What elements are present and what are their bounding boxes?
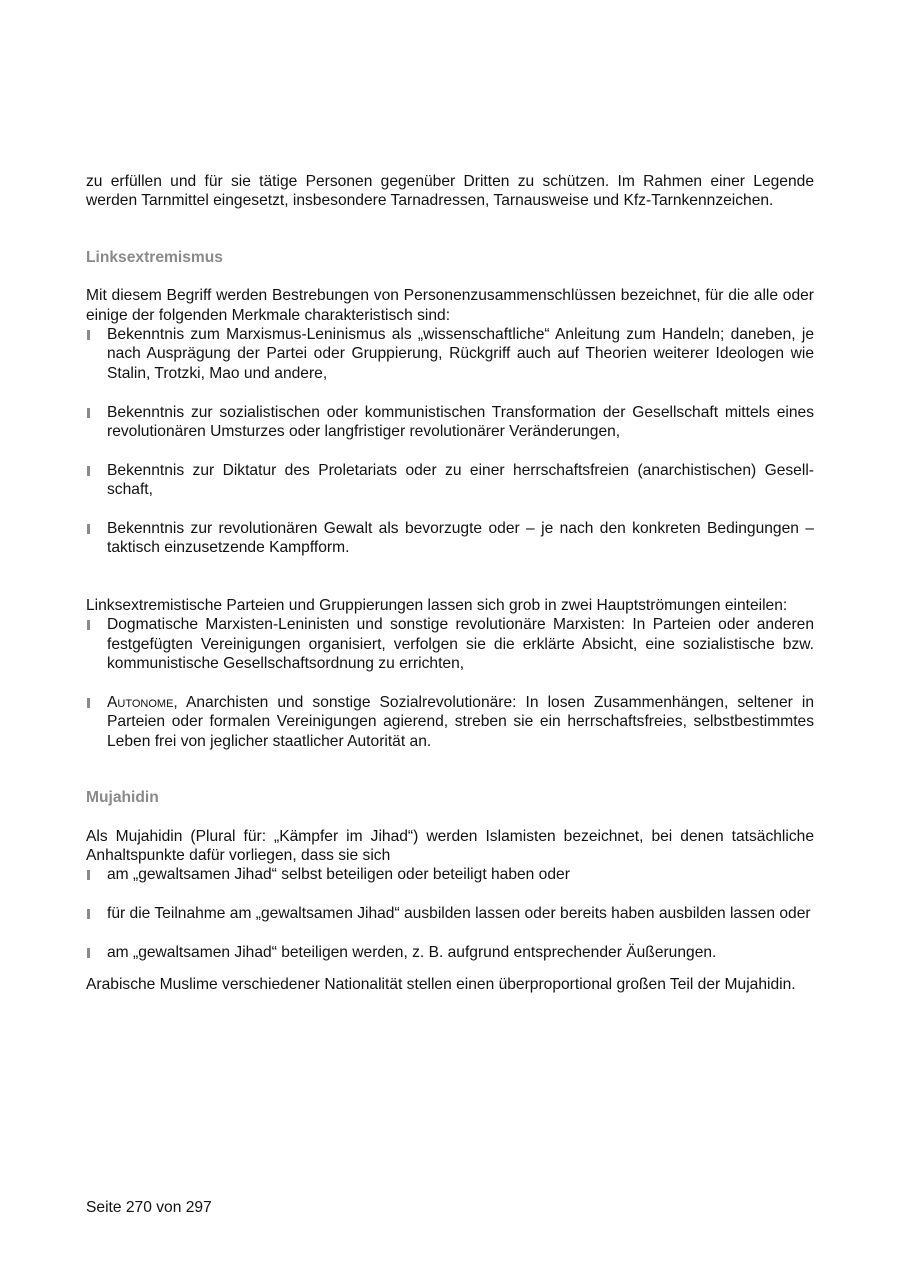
bullet-marker-icon (87, 909, 90, 919)
bullet-marker-icon (87, 330, 90, 340)
list-item: Bekenntnis zur Diktatur des Proletariats oder zu einer herrschaftsfreien (anarchistischen) Gesellschaft, (86, 461, 814, 500)
list-item: Bekenntnis zum Marxismus-Leninismus als „wissenschaftliche“ Anleitung zum Handeln; daneben, je nach Ausprägung der Partei oder Gruppierung, Rückgriff auch auf Theorien weiterer Ideologen wie Stalin, Trotzki, Mao und andere, (86, 325, 814, 383)
document-body (86, 172, 814, 995)
bullet-list-2 (86, 615, 814, 751)
section-heading-linksextremismus: Linksextremismus (86, 248, 223, 266)
bullet-marker-icon (87, 870, 90, 880)
section-lead: Als Mujahidin (Plural für: „Kämpfer im Jihad“) werden Islamisten bezeichnet, bei denen tatsächliche Anhaltspunkte dafür vorliegen, dass sie sich (86, 827, 814, 864)
intro-paragraph: zu erfüllen und für sie tätige Personen gegenüber Dritten zu schützen. Im Rahmen einer Legende werden Tarnmittel eingesetzt, insbesondere Tarnadressen, Tarnausweise und Kfz-Tarnkennzeichen. (86, 173, 814, 210)
autonome-term: Autonome (107, 693, 174, 711)
bullet-marker-icon (87, 698, 90, 708)
bullet-marker-icon (87, 620, 90, 630)
bullet-list (86, 325, 814, 558)
bullet-marker-icon (87, 948, 90, 958)
bullet-list-3 (86, 865, 814, 962)
section-heading-mujahidin: Mujahidin (86, 789, 159, 807)
list-item: am „gewaltsamen Jihad“ selbst beteiligen oder beteiligt haben oder (86, 865, 814, 884)
bullet-marker-icon (87, 466, 90, 476)
autonome-text: , Anarchisten und sonstige Sozialrevolutionäre: In losen Zusammenhängen, seltener in Parteien oder formalen Vereinigungen agierend, streben sie ein herrschaftsfreies, selbstbestimmtes Leben frei von jeglicher staatlicher Autorität an. (107, 693, 814, 750)
section-lead: Mit diesem Begriff werden Bestrebungen von Personenzusammenschlüssen bezeichnet, für die alle oder einige der folgenden Merkmale charakteristisch sind: (86, 287, 814, 324)
list-item (86, 693, 814, 751)
list-item: für die Teilnahme am „gewaltsamen Jihad“ ausbilden lassen oder bereits haben ausbilden lassen oder (86, 904, 814, 923)
closing-paragraph: Arabische Muslime verschiedener Nationalität stellen einen überproportional großen Teil der Mujahidin. (86, 976, 796, 994)
page-number: Seite 270 von 297 (86, 1199, 212, 1216)
list-item: Dogmatische Marxisten-Leninisten und sonstige revolutionäre Marxisten: In Parteien oder anderen festgefügten Vereinigungen organisiert, verfolgen sie die erklärte Absicht, eine sozialistische bzw. kommunistische Gesellschaftsordnung zu errichten, (86, 615, 814, 673)
list-item: Bekenntnis zur sozialistischen oder kommunistischen Transformation der Gesellschaft mittels eines revolutionären Umsturzes oder langfristiger revolutionärer Veränderungen, (86, 403, 814, 442)
list-item: Bekenntnis zur revolutionären Gewalt als bevorzugte oder – je nach den konkreten Bedingungen – taktisch einzusetzende Kampfform. (86, 519, 814, 558)
bullet-marker-icon (87, 524, 90, 534)
list-item: am „gewaltsamen Jihad“ beteiligen werden, z. B. aufgrund entsprechender Äußerungen. (86, 943, 814, 962)
section-lead-2: Linksextremistische Parteien und Gruppierungen lassen sich grob in zwei Hauptströmungen einteilen: (86, 596, 788, 614)
bullet-marker-icon (87, 408, 90, 418)
